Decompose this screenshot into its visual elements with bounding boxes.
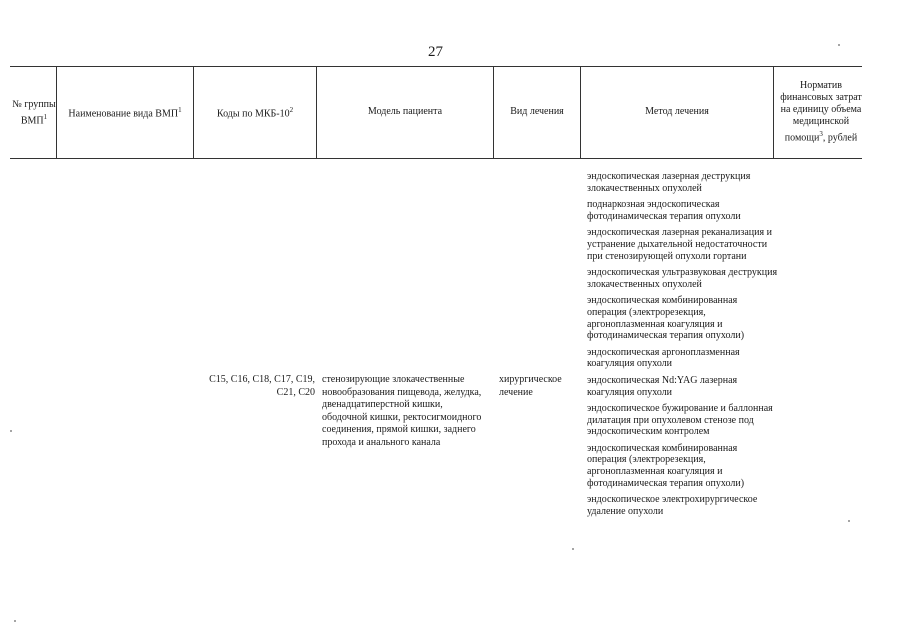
footnote-mark: 2 [289,105,294,114]
header-patient-model [317,66,493,158]
scan-speck [10,430,12,432]
list-item: эндоскопическое бужирование и баллонная дилатация при опухолевом стенозе под эндоскопическим контролем [587,403,773,438]
header-group-no-label: № группы ВМП [12,98,56,127]
list-item: эндоскопическая комбинированная операция (электрорезекция, аргоноплазменная коагуляция и фотодинамическая терапия опухоли) [587,295,745,342]
patient-model-cell: стенозирующие злокачественные новообразования пищевода, желудка, двенадцатиперстной кишки, ободочной кишки, ректосигмоидного соединения, прямой кишки, заднего прохода и анального канала [322,374,482,448]
icd-codes-cell: C15, C16, C18, C17, C19, C21, C20 [209,374,315,398]
scan-speck [838,44,840,46]
page-number: 27 [428,44,443,60]
footnote-mark: 1 [43,112,48,121]
header-vmp-name [57,66,193,158]
list-item: эндоскопическое электрохирургическое удаление опухоли [587,494,758,517]
header-patient-model-label: Модель пациента [367,106,443,117]
list-item: поднаркозная эндоскопическая фотодинамическая терапия опухоли [587,199,741,222]
header-cost-norm-label: Норматив финансовых затрат на единицу объема медицинской помощи [780,79,862,144]
treatment-type-cell: хирургическое лечение [499,374,562,398]
header-treatment-type [494,66,580,158]
list-item: эндоскопическая аргоноплазменная коагуляция опухоли [587,346,740,370]
column-divider [773,66,774,158]
footnote-mark: 1 [178,105,182,114]
table-header-bottom-rule [10,158,862,159]
header-treatment-method [581,66,773,158]
scan-speck [14,620,16,622]
header-treatment-method-label: Метод лечения [645,106,709,117]
header-icd-codes [194,66,316,158]
scan-speck [572,548,574,550]
list-item: эндоскопическая ультразвуковая деструкция злокачественных опухолей [587,267,778,290]
footnote-mark: 3 [819,129,823,138]
scan-speck [848,520,850,522]
header-icd-codes-label: Коды по МКБ-10 [216,108,290,120]
list-item: эндоскопическая лазерная реканализация и устранение дыхательной недостаточности при стенозирующей опухоли гортани [587,227,772,262]
header-treatment-type-label: Вид лечения [510,106,564,117]
header-group-no [12,90,56,136]
header-cost-norm [780,66,862,158]
header-cost-norm-unit: , рублей [822,132,858,144]
treatment-methods-list [587,171,779,522]
list-item: эндоскопическая лазерная деструкция злокачественных опухолей [587,171,751,194]
list-item: эндоскопическая комбинированная операция (электрорезекция, аргоноплазменная коагуляция и фотодинамическая терапия опухоли) [587,442,745,489]
list-item: эндоскопическая Nd:YAG лазерная коагуляция опухоли [587,374,738,398]
header-vmp-name-label: Наименование вида ВМП [68,108,179,120]
